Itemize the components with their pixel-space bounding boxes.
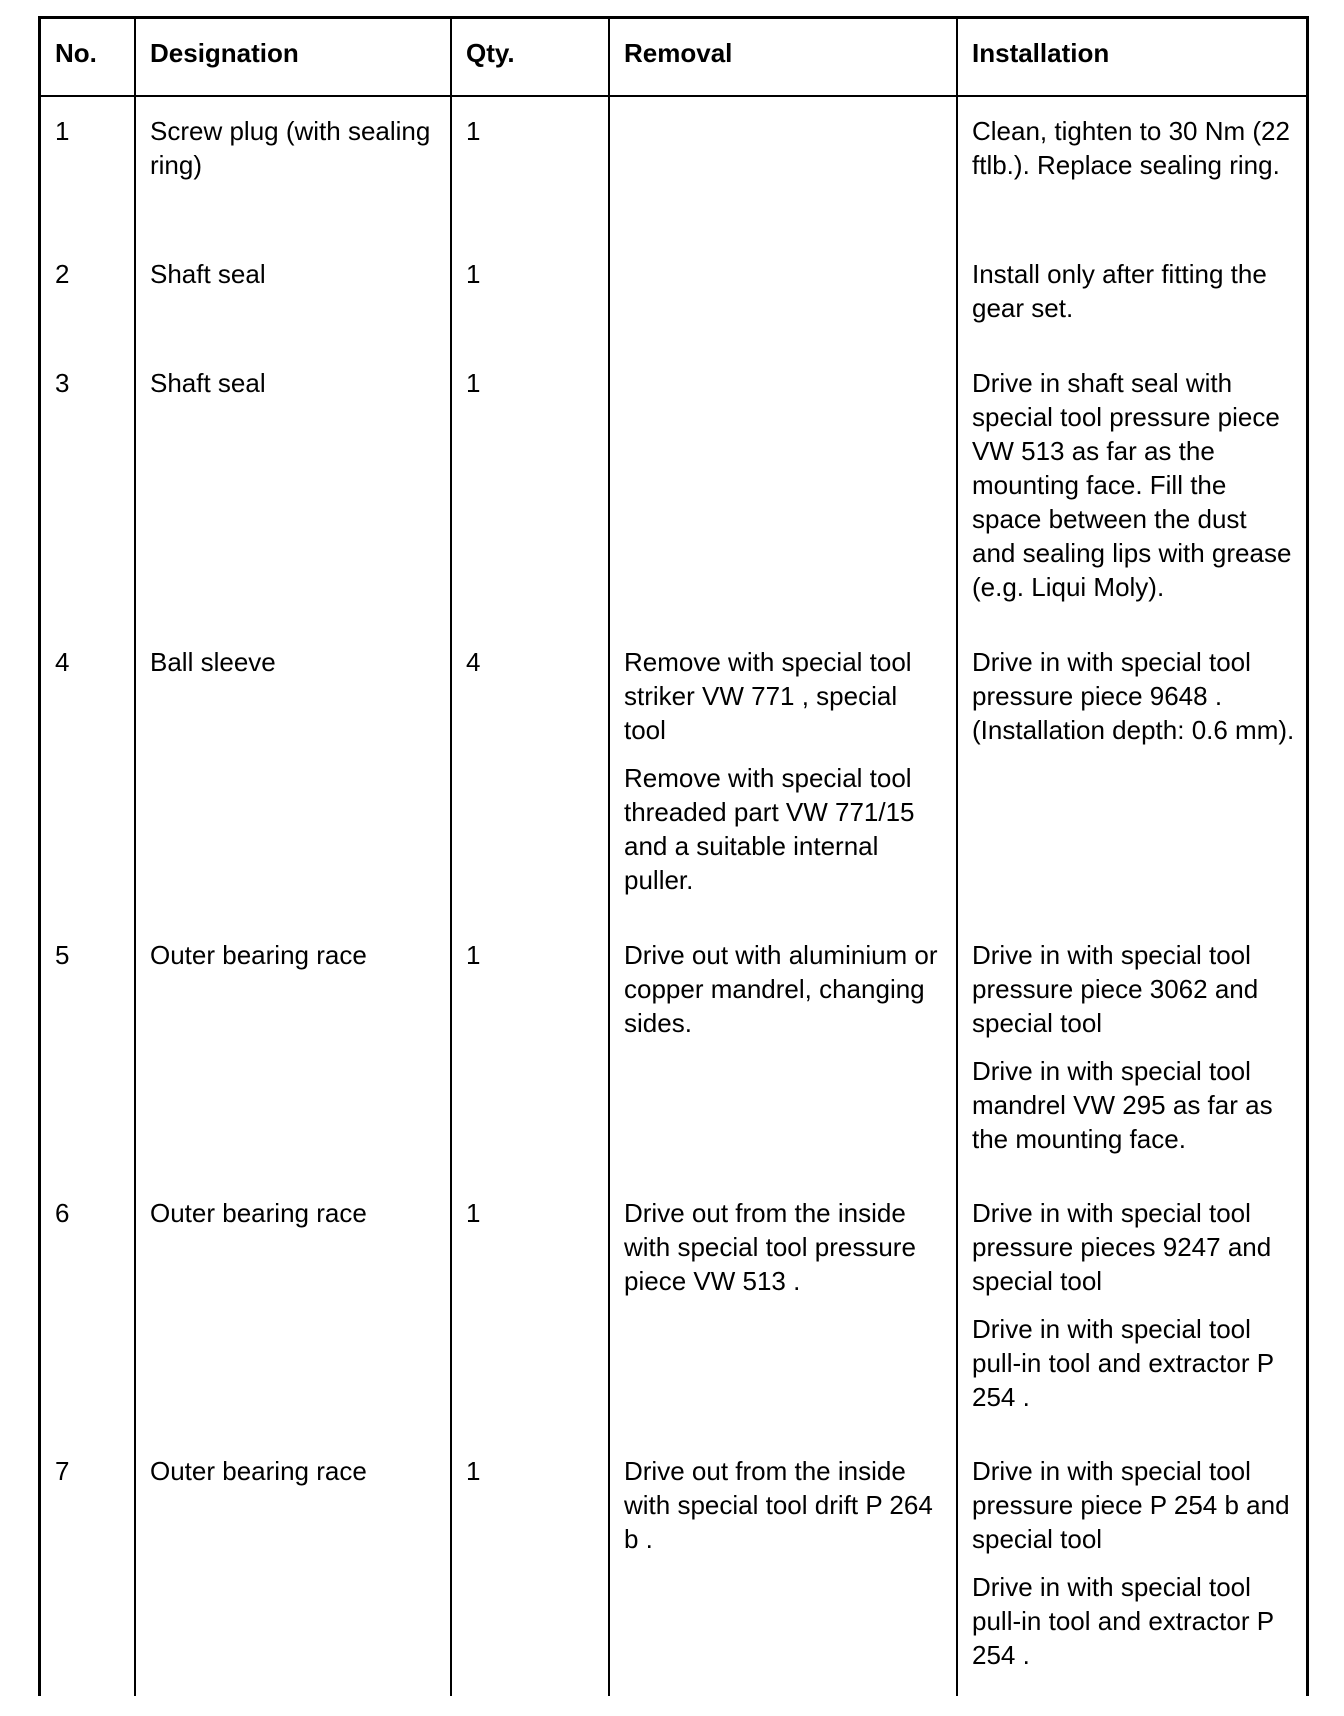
- removal-text: Drive out with aluminium or copper mandrel, changing sides.: [624, 940, 938, 1038]
- installation-text: Drive in with special tool pressure pieces 9247 and special tool: [972, 1198, 1272, 1296]
- row-3-qty: 1: [466, 368, 481, 398]
- installation-text: Drive in with special tool pull-in tool and extractor P 254 .: [972, 1314, 1274, 1412]
- row-6-qty: 1: [466, 1198, 481, 1228]
- row-4-removal: [610, 645, 956, 897]
- row-2-installation: [958, 257, 1306, 325]
- row-4-qty: 4: [466, 647, 481, 677]
- row-2-no: 2: [55, 259, 70, 289]
- header-designation: Designation: [150, 38, 299, 68]
- parts-table: [38, 16, 1309, 1696]
- installation-text: Drive in with special tool pull-in tool and extractor P 254 .: [972, 1572, 1274, 1670]
- row-3-no: 3: [55, 368, 70, 398]
- row-2-designation: Shaft seal: [150, 259, 266, 289]
- row-7-qty: 1: [466, 1456, 481, 1486]
- row-1-installation: [958, 114, 1306, 182]
- header-no: No.: [55, 38, 97, 68]
- header-installation: Installation: [972, 38, 1110, 68]
- installation-text: Drive in with special tool pressure piece 9648 . (Installation depth: 0.6 mm).: [972, 647, 1295, 745]
- removal-text: Drive out from the inside with special tool drift P 264 b .: [624, 1456, 933, 1554]
- row-1-qty: 1: [466, 116, 481, 146]
- installation-text: Install only after fitting the gear set.: [972, 259, 1267, 323]
- row-4-no: 4: [55, 647, 70, 677]
- row-1-designation: Screw plug (with sealing ring): [150, 116, 431, 180]
- installation-text: Drive in with special tool pressure piece P 254 b and special tool: [972, 1456, 1290, 1554]
- installation-text: Drive in with special tool pressure piece 3062 and special tool: [972, 940, 1259, 1038]
- row-7-no: 7: [55, 1456, 70, 1486]
- row-5-installation: [958, 938, 1306, 1156]
- row-5-designation: Outer bearing race: [150, 940, 367, 970]
- row-3-designation: Shaft seal: [150, 368, 266, 398]
- removal-text: Remove with special tool threaded part VW 771/15 and a suitable internal puller.: [624, 763, 915, 895]
- row-5-removal: [610, 938, 956, 1040]
- row-1-no: 1: [55, 116, 70, 146]
- row-7-installation: [958, 1454, 1306, 1672]
- removal-text: Remove with special tool striker VW 771 , special tool: [624, 647, 912, 745]
- row-5-qty: 1: [466, 940, 481, 970]
- row-6-no: 6: [55, 1198, 70, 1228]
- row-5-no: 5: [55, 940, 70, 970]
- header-qty: Qty.: [466, 38, 515, 68]
- header-divider: [41, 95, 1306, 97]
- installation-text: Drive in with special tool mandrel VW 295 as far as the mounting face.: [972, 1056, 1273, 1154]
- row-3-installation: [958, 366, 1306, 604]
- row-4-designation: Ball sleeve: [150, 647, 276, 677]
- row-4-installation: [958, 645, 1306, 747]
- row-7-designation: Outer bearing race: [150, 1456, 367, 1486]
- row-2-qty: 1: [466, 259, 481, 289]
- row-7-removal: [610, 1454, 956, 1556]
- removal-text: Drive out from the inside with special tool pressure piece VW 513 .: [624, 1198, 916, 1296]
- row-6-removal: [610, 1196, 956, 1298]
- installation-text: Drive in shaft seal with special tool pressure piece VW 513 as far as the mounting face. Fill the space between the dust and sealing lips with grease (e.g. Liqui Moly).: [972, 368, 1292, 602]
- row-6-designation: Outer bearing race: [150, 1198, 367, 1228]
- header-removal: Removal: [624, 38, 733, 68]
- row-6-installation: [958, 1196, 1306, 1414]
- installation-text: Clean, tighten to 30 Nm (22 ftlb.). Replace sealing ring.: [972, 116, 1290, 180]
